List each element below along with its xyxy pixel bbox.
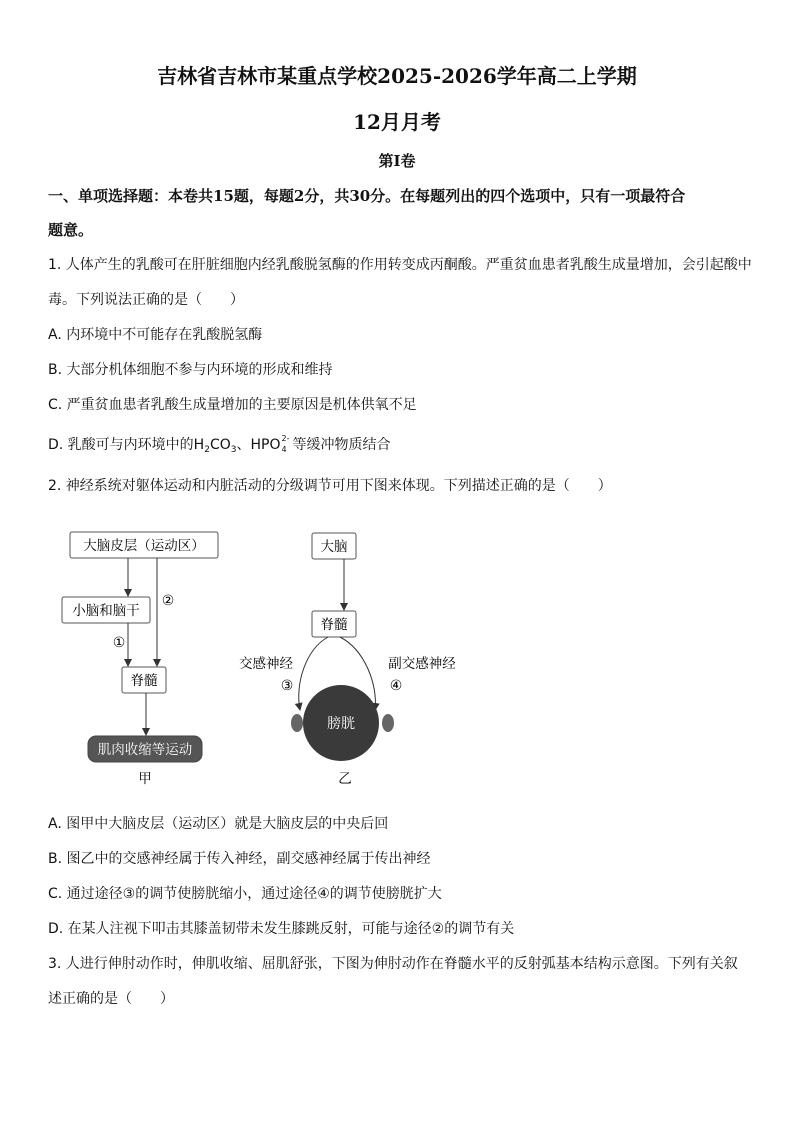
section-heading: 一、单项选择题：本卷共15题，每题2分，共30分。在每题列出的四个选项中，只有一项最符合 (48, 187, 686, 205)
q1-option-d-subscript-2: 2 (204, 445, 210, 455)
q1-option-d-ion (280, 434, 292, 454)
q2-option-d: D. 在某人注视下叩击其膝盖韧带未发生膝跳反射，可能与途径②的调节有关 (48, 921, 515, 937)
q1-stem-cont: 毒。下列说法正确的是（ ） (48, 292, 244, 308)
sympathetic-ending (291, 714, 303, 732)
q1-option-a: A. 内环境中不可能存在乳酸脱氢酶 (48, 327, 263, 343)
q1-option-d-prefix: D. 乳酸可与内环境中的H (48, 437, 205, 453)
q1-option-c: C. 严重贫血患者乳酸生成量增加的主要原因是机体供氧不足 (48, 397, 417, 413)
box-brain-label: 大脑 (320, 539, 348, 555)
box-spinal-cord-yi-label: 脊髓 (320, 617, 348, 633)
q2-option-c: C. 通过途径③的调节使膀胱缩小，通过途径④的调节使膀胱扩大 (48, 886, 442, 902)
q1-stem: 1. 人体产生的乳酸可在肝脏细胞内经乳酸脱氢酶的作用转变成丙酮酸。严重贫血患者乳酸生成量增加，会引起酸中 (48, 257, 752, 273)
q2-stem: 2. 神经系统对躯体运动和内脏活动的分级调节可用下图来体现。下列描述正确的是（ ） (48, 478, 612, 494)
exam-title: 吉林省吉林市某重点学校2025-2026学年高二上学期 (157, 64, 637, 88)
q1-option-d (48, 434, 390, 455)
path-3-label: ③ (280, 678, 294, 694)
q2-option-a: A. 图甲中大脑皮层（运动区）就是大脑皮层的中央后回 (48, 816, 389, 832)
volume-label: 第Ⅰ卷 (378, 152, 416, 170)
q3-stem: 3. 人进行伸肘动作时，伸肌收缩、屈肌舒张，下图为伸肘动作在脊髓水平的反射弧基本结构示意图。下列有关叙 (48, 956, 738, 972)
exam-subtitle: 12月月考 (353, 110, 441, 134)
q1-option-b: B. 大部分机体细胞不参与内环境的形成和维持 (48, 362, 333, 378)
q1-option-d-subscript-3: 3 (230, 445, 237, 455)
q1-option-d-ion-subscript: 4 (281, 445, 287, 454)
q1-option-d-hpo: 、HPO (236, 437, 281, 453)
q3-stem-cont: 述正确的是（ ） (48, 991, 174, 1007)
bladder-label: 膀胱 (327, 716, 355, 732)
q1-option-d-suffix: 等缓冲物质结合 (292, 437, 391, 453)
path-1-label: ① (112, 635, 126, 651)
q1-option-d-ion-charge: 2- (281, 434, 290, 443)
parasympathetic-label: 副交感神经 (388, 656, 456, 672)
figure-yi-caption: 乙 (338, 771, 352, 787)
q1-option-d-co: CO (209, 437, 231, 453)
section-heading-cont: 题意。 (48, 221, 94, 239)
figure-yi (230, 525, 470, 790)
q2-option-b: B. 图乙中的交感神经属于传入神经，副交感神经属于传出神经 (48, 851, 431, 867)
figure-jia (55, 525, 235, 790)
sympathetic-label: 交感神经 (239, 656, 293, 672)
path-2-label: ② (161, 593, 175, 609)
box-motor-cortex-label: 大脑皮层（运动区） (83, 538, 205, 554)
box-spinal-cord-label: 脊髓 (130, 673, 158, 689)
box-cerebellum-brainstem-label: 小脑和脑干 (72, 603, 140, 619)
box-muscle-contraction-label: 肌肉收缩等运动 (97, 742, 193, 758)
path-4-label: ④ (389, 678, 403, 694)
parasympathetic-ending (382, 714, 394, 732)
figure-jia-caption: 甲 (138, 771, 152, 787)
